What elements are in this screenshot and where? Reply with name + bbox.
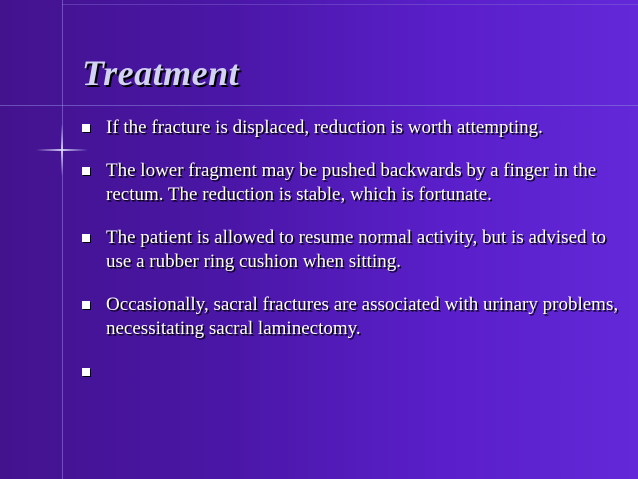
- bullet-item: [82, 116, 622, 140]
- square-bullet-icon: [82, 167, 90, 175]
- bullet-text: Occasionally, sacral fractures are associated with urinary problems, necessitating sacral laminectomy.: [106, 294, 619, 339]
- decorative-horizontal-line: [0, 105, 638, 106]
- square-bullet-icon: [82, 124, 90, 132]
- bullet-text: The patient is allowed to resume normal activity, but is advised to use a rubber ring cushion when sitting.: [106, 227, 607, 272]
- decorative-vertical-line: [62, 0, 63, 479]
- square-bullet-icon: [82, 368, 90, 376]
- decorative-cross-vertical: [61, 124, 63, 176]
- square-bullet-icon: [82, 301, 90, 309]
- bullet-text: The lower fragment may be pushed backwards by a finger in the rectum. The reduction is stable, which is fortunate.: [106, 160, 597, 205]
- bullet-list: [82, 116, 622, 403]
- bullet-item: [82, 226, 622, 274]
- decorative-cross-glow: [36, 124, 88, 176]
- decorative-top-line: [62, 4, 638, 5]
- square-bullet-icon: [82, 234, 90, 242]
- bullet-text: If the fracture is displaced, reduction is worth attempting.: [106, 117, 543, 138]
- bullet-item-empty: [82, 360, 622, 384]
- slide-title: Treatment: [82, 53, 240, 93]
- bullet-item: [82, 159, 622, 207]
- bullet-item: [82, 293, 622, 341]
